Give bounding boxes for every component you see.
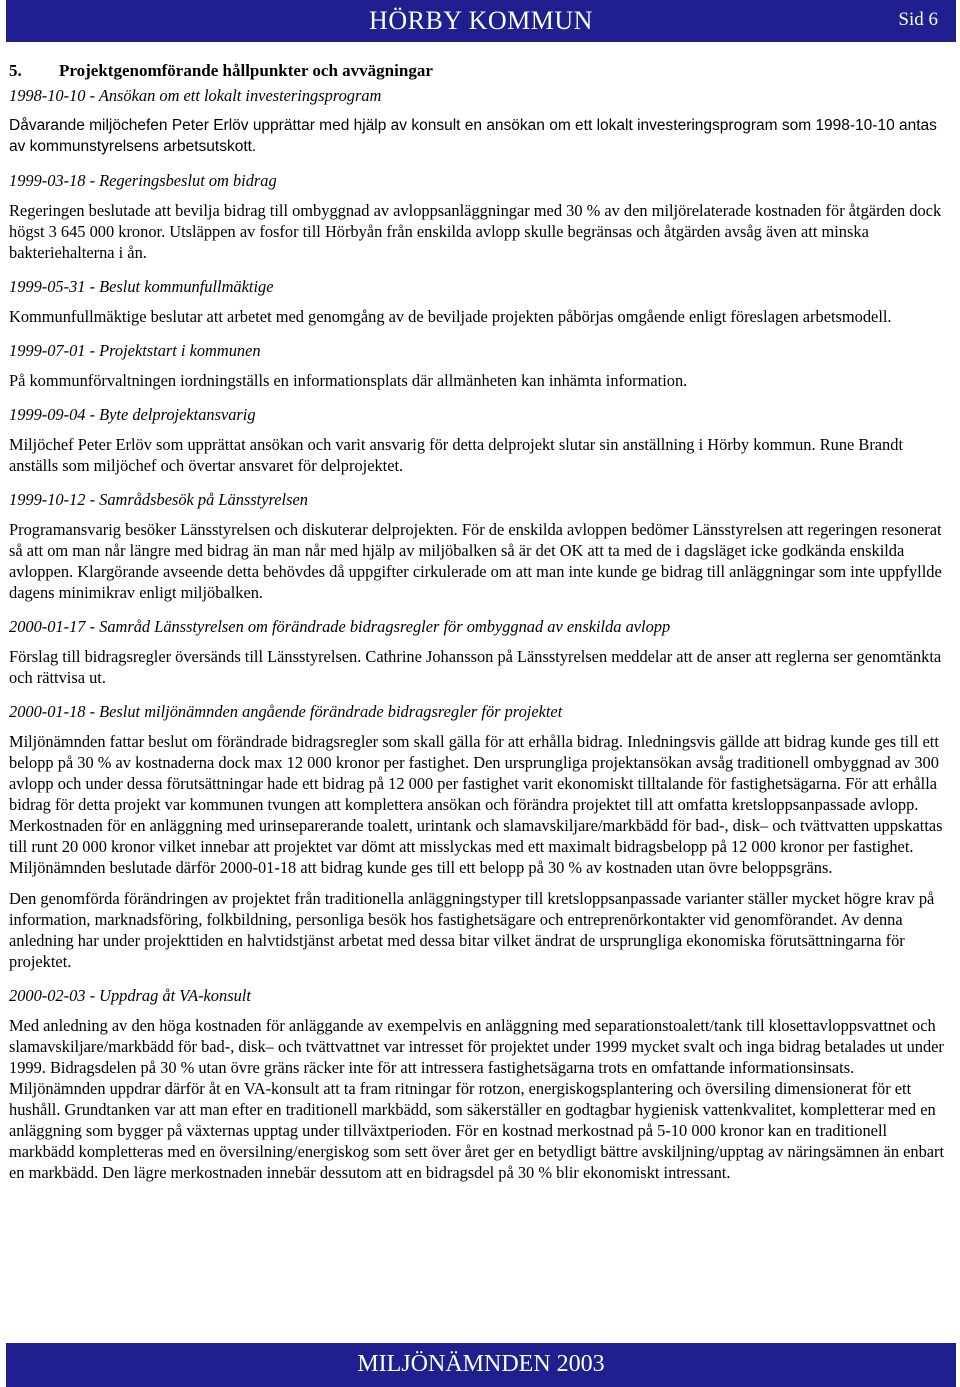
- entry-title: 1999-07-01 - Projektstart i kommunen: [9, 341, 261, 360]
- entry-body: [9, 200, 949, 263]
- timeline-entry: [9, 170, 949, 263]
- entry-title: 2000-01-17 - Samråd Länsstyrelsen om förändrade bidragsregler för ombyggnad av enskilda avlopp: [9, 617, 671, 636]
- section-heading: [9, 60, 949, 81]
- entry-paragraph: Miljöchef Peter Erlöv som upprättat ansökan och varit ansvarig för detta delprojekt slutar sin anställning i Hörby kommun. Rune Brandt anställs som miljöchef och övertar ansvaret för delprojektet.: [9, 435, 904, 475]
- section-number: 5.: [9, 61, 22, 80]
- header-title: HÖRBY KOMMUN: [369, 6, 593, 35]
- entry-body: [9, 434, 949, 476]
- header-bar: [6, 0, 956, 42]
- timeline-entry: [9, 985, 949, 1183]
- footer-title: MILJÖNÄMNDEN 2003: [357, 1351, 605, 1377]
- entry-body: [9, 306, 949, 327]
- entry-body: [9, 115, 949, 157]
- entry-title: 1999-03-18 - Regeringsbeslut om bidrag: [9, 171, 277, 190]
- timeline-entry: [9, 701, 949, 972]
- timeline-entry: [9, 404, 949, 476]
- entry-title: 1999-05-31 - Beslut kommunfullmäktige: [9, 277, 274, 296]
- entry-body: [9, 370, 949, 391]
- entry-title: 1998-10-10 - Ansökan om ett lokalt investeringsprogram: [9, 86, 382, 105]
- entry-paragraph: Dåvarande miljöchefen Peter Erlöv upprättar med hjälp av konsult en ansökan om ett lokalt investeringsprogram som 1998-10-10 antas av kommunstyrelsens arbetsutskott.: [9, 117, 937, 155]
- section-title: Projektgenomförande hållpunkter och avvägningar: [59, 61, 433, 80]
- page-content: [9, 60, 949, 1196]
- entry-paragraph: Regeringen beslutade att bevilja bidrag till ombyggnad av avloppsanläggningar med 30 % av den miljörelaterade kostnaden för åtgärden dock högst 3 645 000 kronor. Utsläppen av fosfor till Hörbyån från enskilda avlopp skulle begränsas och åtgärden avsåg även att minska bakteriehalterna i ån.: [9, 201, 942, 262]
- timeline-entry: [9, 616, 949, 688]
- timeline-entry: [9, 340, 949, 391]
- footer-bar: [6, 1343, 956, 1387]
- entry-paragraph: Förslag till bidragsregler översänds till Länsstyrelsen. Cathrine Johansson på Länsstyrelsen meddelar att de anser att reglerna ser genomtänkta och rättvisa ut.: [9, 647, 942, 687]
- entry-title: 2000-02-03 - Uppdrag åt VA-konsult: [9, 986, 251, 1005]
- timeline-entry: [9, 489, 949, 603]
- entry-paragraph: Miljönämnden fattar beslut om förändrade bidragsregler som skall gälla för att erhålla bidrag. Inledningsvis gällde att bidrag kunde ges till ett belopp på 30 % av kostnaderna dock max 12 000 kronor per fastighet. Den ursprungliga projektansökan avsåg traditionell ombyggnad av 300 avlopp och under dessa förutsättningar hade ett bidrag på 12 000 per fastighet varit ekonomiskt tilltalande för fastighetsägarna. För att erhålla bidrag för detta projekt var kommunen tvungen att komplettera ansökan och förändra projektet till att omfatta kretsloppsanpassade avlopp. Merkostnaden för en anläggning med urinseparerande toalett, urintank och slamavskiljare/markbädd för bad-, disk– och tvättvatten uppskattas till runt 20 000 kronor vilket innebar att projektet var dömt att misslyckas med ett maximalt bidragsbelopp på 12 000 kronor per fastighet. Miljönämnden beslutade därför 2000-01-18 att bidrag kunde ges till ett belopp på 30 % av kostnaden utan övre beloppsgräns.: [9, 732, 943, 877]
- entry-title: 2000-01-18 - Beslut miljönämnden angående förändrade bidragsregler för projektet: [9, 702, 563, 721]
- entry-paragraph: På kommunförvaltningen iordningställs en informationsplats där allmänheten kan inhämta information.: [9, 371, 688, 390]
- entry-paragraph: Programansvarig besöker Länsstyrelsen och diskuterar delprojekten. För de enskilda avloppen bedömer Länsstyrelsen att regeringen resonerat så att om man når längre med bidrag än man når med hjälp av miljöbalken så är det OK att ta med de i dagsläget icke godkända enskilda avloppen. Klargörande avseende detta behövdes då uppgifter cirkulerade om att man inte kunde ge bidrag till anläggningar som inte uppfyllde dagens minimikrav enligt miljöbalken.: [9, 520, 942, 602]
- entry-title: 1999-10-12 - Samrådsbesök på Länsstyrelsen: [9, 490, 308, 509]
- entry-paragraph: Kommunfullmäktige beslutar att arbetet med genomgång av de beviljade projekten påbörjas omgående enligt föreslagen arbetsmodell.: [9, 307, 892, 326]
- entry-body: [9, 731, 949, 972]
- entry-body: [9, 646, 949, 688]
- timeline-entry: [9, 85, 949, 157]
- page-number: Sid 6: [898, 9, 938, 30]
- entry-title: 1999-09-04 - Byte delprojektansvarig: [9, 405, 256, 424]
- entry-paragraph: Den genomförda förändringen av projektet från traditionella anläggningstyper till kretsloppsanpassade varianter ställer mycket högre krav på information, marknadsföring, folkbildning, personliga besök hos fastighetsägare och entreprenörkontakter vid genomförandet. Av denna anledning har under projekttiden en halvtidstjänst arbetat med dessa bitar vilket ändrat de ursprungliga ekonomiska förutsättningarna för projektet.: [9, 889, 935, 971]
- timeline-entry: [9, 276, 949, 327]
- entry-body: [9, 1015, 949, 1183]
- entry-paragraph: Med anledning av den höga kostnaden för anläggande av exempelvis en anläggning med separationstoalett/tank till klosettavloppsvattnet och slamavskiljare/markbädd för bad-, disk– och tvättvattnet var intresset för projektet under 1999 mycket svalt och inga bidrag betalades ut under 1999. Bidragsdelen på 30 % utan övre gräns räcker inte för att intressera fastighetsägarna trots en omfattande informationsinsats. Miljönämnden uppdrar därför åt en VA-konsult att ta fram ritningar för rotzon, energiskogsplantering och översiling dimensionerat för ett hushåll. Grundtanken var att man efter en traditionell markbädd, som säkerställer en godtagbar hygienisk vattenkvalitet, kompletterar med en anläggning som bygger på växternas upptag under tillväxtperioden. För en kostnad merkostnad på 5-10 000 kronor kan en traditionell markbädd kompletteras med en översilning/energiskog som sett över året ger en betydligt bättre avskiljning/upptag av näringsämnen än enbart en markbädd. Den lägre merkostnaden innebär dessutom att en bidragsdel på 30 % blir ekonomiskt intressant.: [9, 1016, 945, 1182]
- entry-body: [9, 519, 949, 603]
